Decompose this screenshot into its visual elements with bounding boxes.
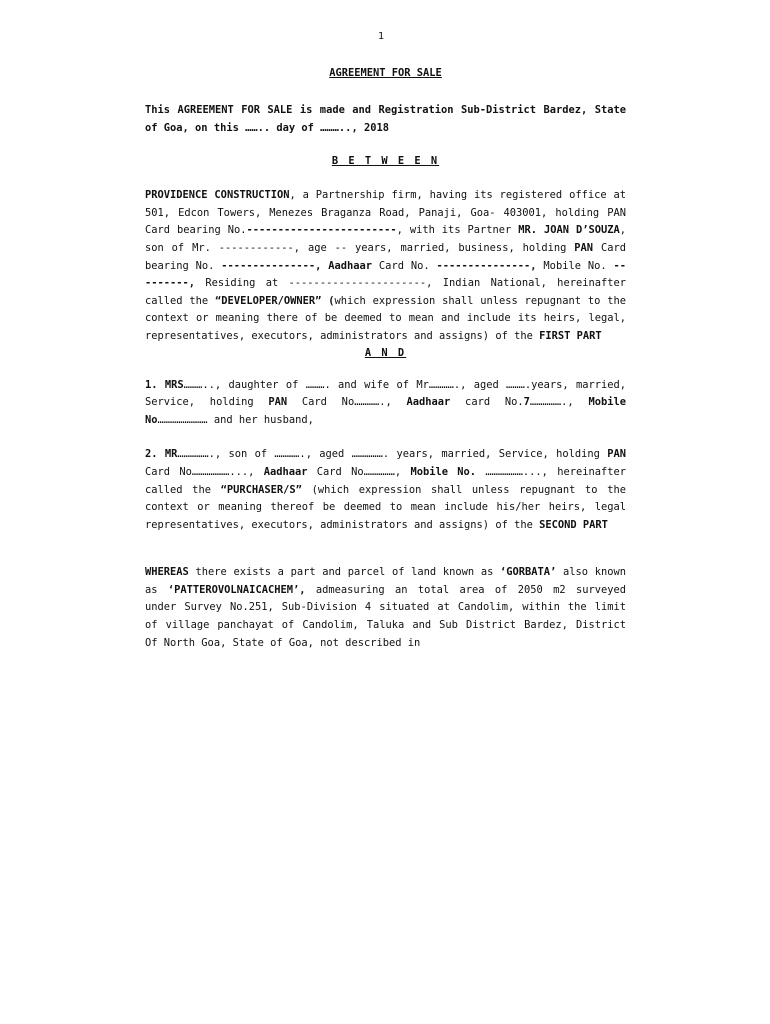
developer-pan-dashes: ------------------------ [246, 224, 397, 237]
and-heading: A N D [364, 346, 407, 359]
purchaser-2-text-4: ………………..., hereinafter called the [145, 465, 627, 496]
developer-text-3: , son of Mr. ------------, age -- years, married, business, holding [145, 224, 627, 254]
purchaser-1-aadhaar-label: Aadhaar [406, 396, 451, 409]
developer-pan-label: PAN [574, 241, 594, 254]
document-title: AGREEMENT FOR SALE [329, 67, 442, 79]
first-part-label: FIRST PART [539, 329, 602, 342]
purchaser-2-number: 2. MR [145, 448, 178, 461]
document-content [145, 66, 626, 652]
purchaser-1-aadhaar-digit: 7 [523, 396, 530, 409]
developer-text-9: which expression shall unless repugnant to the context or meaning there of be deemed to mean and include its heirs, legal, representatives, executors, administrators and assigns) of the [145, 294, 626, 342]
purchaser-2-text-2: Card No………………..., [145, 465, 264, 478]
developer-called: “DEVELOPER/OWNER” ( [215, 294, 335, 307]
partner-name: MR. JOAN D’SOUZA [518, 224, 620, 237]
developer-aadhaar-number: ---------------, [436, 259, 537, 272]
whereas-paragraph [145, 564, 626, 652]
purchaser-1-pan-label: PAN [268, 396, 288, 409]
purchaser-1-text-6: …………………… and her husband, [157, 413, 314, 426]
second-part-label: SECOND PART [539, 518, 608, 531]
intro-paragraph: This AGREEMENT FOR SALE is made and Registration Sub-District Bardez, State of Goa, on this …….. day of ……….., 2018 [145, 104, 626, 134]
developer-name: PROVIDENCE CONSTRUCTION [145, 189, 290, 202]
whereas-text-2: also known as [145, 566, 626, 596]
developer-pan-number: ---------------, [221, 259, 322, 272]
purchaser-2-pan-label: PAN [607, 448, 626, 461]
developer-text-6: Card No. [372, 259, 437, 272]
purchaser-1-text-3: Card No…………., [287, 396, 407, 409]
developer-text-1: , a Partnership firm, having its registered office at 501, Edcon Towers, Menezes Braganza Road, Panaji, Goa- 403001, holding PAN Card bearing No. [145, 189, 626, 237]
page-number: 1 [378, 31, 385, 42]
purchaser-2-called: “PURCHASER/S” [220, 483, 302, 496]
purchaser-1-number: 1. MRS [145, 378, 184, 391]
whereas-label: WHEREAS [145, 566, 189, 579]
whereas-text-3: admeasuring an total area of 2050 m2 surveyed under Survey No.251, Sub-Division 4 situated at Candolim, within the limit of village panchayat of Candolim, Taluka and Sub District Bardez, District Of North Goa, State of Goa, not described in [145, 583, 626, 649]
purchaser-1-text-2: daughter of ………. and wife of Mr…………., aged ……….years, married, Service, holding [145, 378, 626, 409]
developer-text-4: Card bearing No. [145, 241, 626, 272]
purchaser-2-text-3: Card No……………, [307, 465, 411, 478]
purchaser-2-text-5: (which expression shall unless repugnant to the context or meaning thereof be deemed to mean include his/her heirs, legal representatives, executors, administrators and assigns) of the [145, 483, 626, 531]
developer-paragraph [145, 187, 626, 345]
developer-text-7: Mobile No. [536, 259, 614, 272]
purchaser-1-text-1: ……….., [183, 378, 222, 391]
between-heading: B E T W E E N [331, 155, 440, 168]
developer-aadhaar-label: Aadhaar [328, 259, 373, 272]
purchaser-2-aadhaar-label: Aadhaar [263, 465, 308, 478]
purchaser-1-mobile-label: Mobile No [145, 396, 626, 426]
purchaser-2-paragraph [145, 446, 626, 534]
property-name-alternate: ‘PATTEROVOLNAICACHEM’, [167, 583, 306, 596]
purchaser-1-text-5: ……………., [529, 396, 589, 409]
purchaser-2-mobile-label: Mobile No. [410, 465, 477, 478]
developer-text-8: Residing at ----------------------, Indian National, hereinafter called the [145, 277, 626, 307]
purchaser-1-text-4: card No. [450, 396, 524, 409]
purchaser-2-text-1: ……………., son of …………., aged ……………. years, married, Service, holding [177, 448, 608, 461]
whereas-text-1: there exists a part and parcel of land known as [188, 566, 501, 579]
purchaser-1-paragraph [145, 377, 626, 430]
developer-text-2: , with its Partner [396, 224, 519, 237]
property-name-gorbata: ‘GORBATA’ [500, 566, 557, 579]
developer-mobile-number: ---------, [145, 259, 626, 290]
